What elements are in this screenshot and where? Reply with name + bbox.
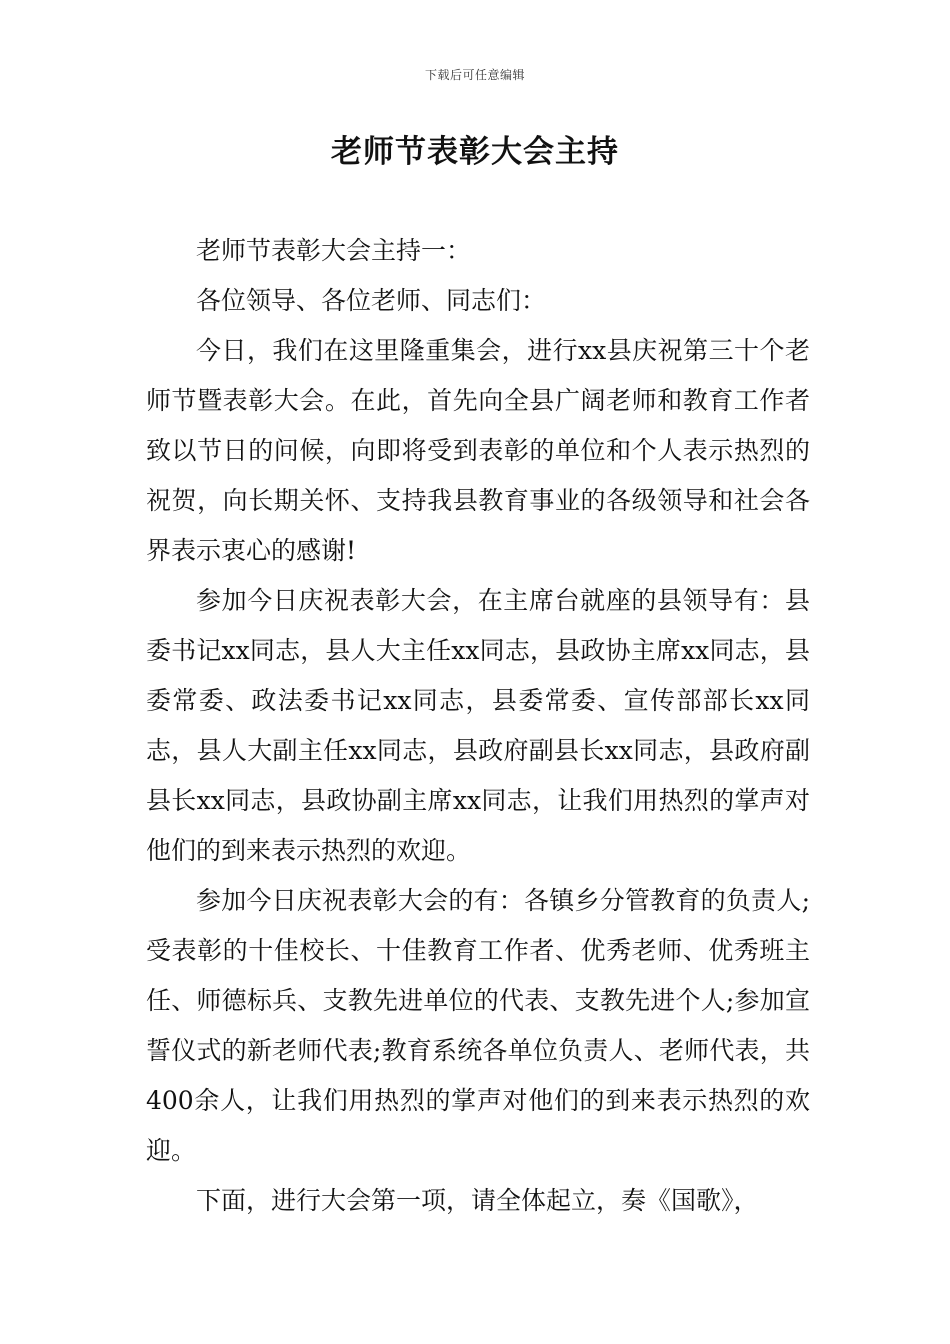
page-title: 老师节表彰大会主持: [331, 134, 619, 170]
paragraph-attendees: 参加今日庆祝表彰大会的有：各镇乡分管教育的负责人;受表彰的十佳校长、十佳教育工作者、优秀老师、优秀班主任、师德标兵、支教先进单位的代表、支教先进个人;参加宣誓仪式的新老师代表;教育系统各单位负责人、老师代表，共400余人，让我们用热烈的掌声对他们的到来表示热烈的欢迎。: [146, 886, 810, 1165]
paragraph-leaders: 参加今日庆祝表彰大会，在主席台就座的县领导有：县委书记xx同志，县人大主任xx同志，县政协主席xx同志，县委常委、政法委书记xx同志，县委常委、宣传部部长xx同志，县人大副主任xx同志，县政府副县长xx同志，县政府副县长xx同志，县政协副主席xx同志，让我们用热烈的掌声对他们的到来表示热烈的欢迎。: [146, 586, 810, 865]
paragraph-greeting-heading: 老师节表彰大会主持一：: [196, 236, 472, 265]
document-body: [146, 226, 810, 1226]
paragraph-salutation: 各位领导、各位老师、同志们：: [196, 286, 547, 315]
paragraph-opening: 今日，我们在这里隆重集会，进行xx县庆祝第三十个老师节暨表彰大会。在此，首先向全县广阔老师和教育工作者致以节日的问候，向即将受到表彰的单位和个人表示热烈的祝贺，向长期关怀、支持我县教育事业的各级领导和社会各界表示衷心的感谢!: [146, 336, 810, 565]
paragraph-first-item: 下面，进行大会第一项，请全体起立，奏《国歌》，: [196, 1186, 759, 1215]
header-note: 下载后可任意编辑: [424, 68, 525, 82]
